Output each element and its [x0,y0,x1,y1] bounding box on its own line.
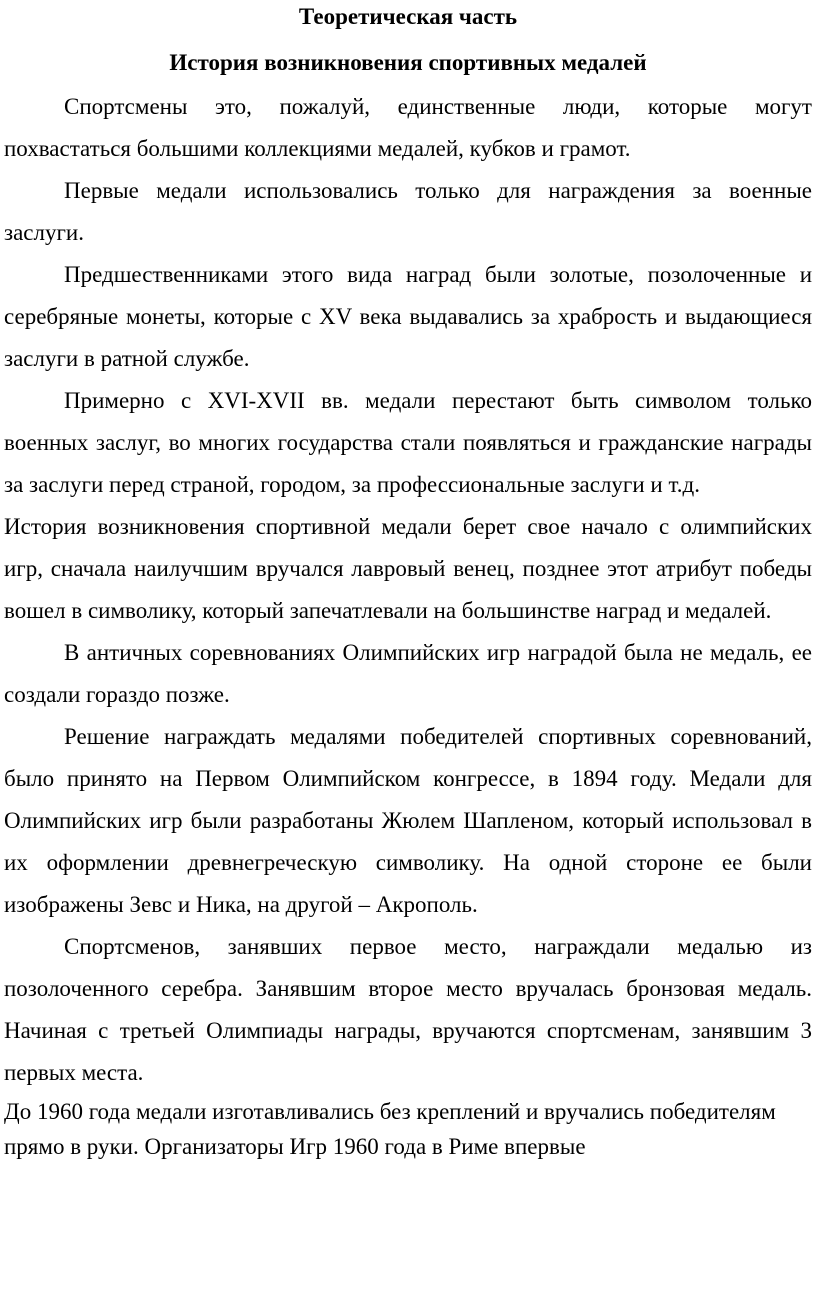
paragraph-medal-places: Спортсменов, занявших первое место, награждали медалью из позолоченного серебра. Занявшим второе место вручалась бронзовая медаль. Начиная с третьей Олимпиады награды, вручаются спортсменам, занявшим 3 первых места. [4,934,812,1085]
section-subtitle: История возникновения спортивных медалей [169,50,647,75]
paragraph-athletes: Спортсмены это, пожалуй, единственные люди, которые могут похвастаться большими коллекциями медалей, кубков и грамот. [4,94,812,161]
section-title: Теоретическая часть [298,4,518,29]
paragraph-olympic-congress: Решение награждать медалями победителей спортивных соревнований, было принято на Первом Олимпийском конгрессе, в 1894 году. Медали для Олимпийских игр были разработаны Жюлем Шапленом, который использовал в их оформлении древнегреческую символику. На одной стороне ее были изображены Зевс и Ника, на другой – Акрополь. [4,724,812,917]
paragraph-until-1960: До 1960 года медали изготавливались без креплений и вручались победителям прямо в руки. Организаторы Игр 1960 года в Риме впервые [4,1099,776,1159]
paragraph-civil-awards: Примерно с XVI-XVII вв. медали перестают быть символом только военных заслуг, во многих государства стали появляться и гражданские награды за заслуги перед страной, городом, за профессиональные заслуги и т.д. [4,388,812,497]
paragraph-first-medals: Первые медали использовались только для награждения за военные заслуги. [4,178,812,245]
paragraph-predecessors: Предшественниками этого вида наград были золотые, позолоченные и серебряные монеты, которые с XV века выдавались за храбрость и выдающиеся заслуги в ратной службе. [4,262,812,371]
paragraph-ancient-games: В античных соревнованиях Олимпийских игр наградой была не медаль, ее создали гораздо позже. [4,640,812,707]
paragraph-history-origin: История возникновения спортивной медали берет свое начало с олимпийских игр, сначала наилучшим вручался лавровый венец, позднее этот атрибут победы вошел в символику, который запечатлевали на большинстве наград и медалей. [4,514,812,623]
